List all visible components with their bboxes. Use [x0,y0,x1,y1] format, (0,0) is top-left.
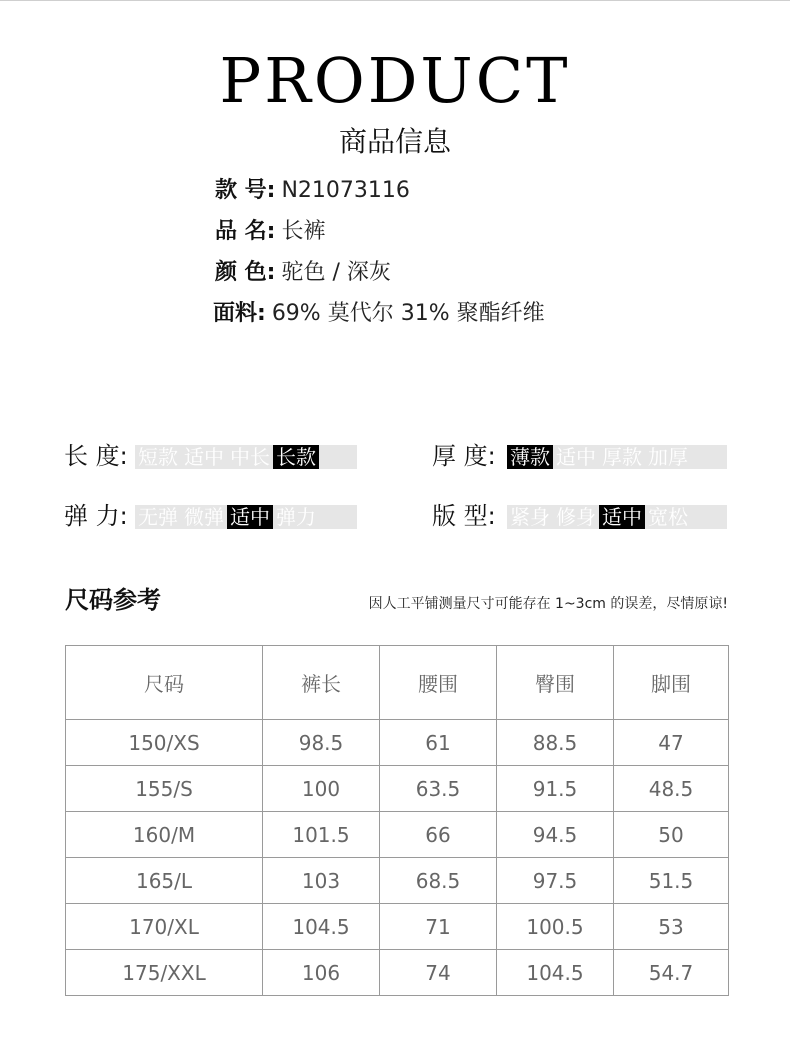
elasticity-option: 无弹 [138,505,178,529]
table-cell: 150/XS [66,720,263,766]
column-header: 腰围 [380,646,497,720]
table-cell: 91.5 [497,766,614,812]
attr-fit-scale [507,505,727,529]
info-label: 品 名: [215,219,276,244]
attr-fit [432,501,496,531]
length-option: 短款 [138,445,178,469]
info-value: 驼色 / 深灰 [281,260,391,285]
column-header: 裤长 [263,646,380,720]
table-cell: 104.5 [497,950,614,996]
table-row [66,720,729,766]
size-chart-note: 因人工平铺测量尺寸可能存在 1~3cm 的误差，尽情原谅! [368,596,728,612]
attr-label: 版 型: [432,502,496,530]
table-row [66,766,729,812]
table-cell: 100 [263,766,380,812]
attr-length-scale [135,445,357,469]
info-label: 颜 色: [215,260,276,285]
table-cell: 170/XL [66,904,263,950]
table-cell: 66 [380,812,497,858]
table-cell: 54.7 [614,950,729,996]
fit-option: 紧身 [510,505,550,529]
table-cell: 51.5 [614,858,729,904]
page-title: PRODUCT [219,44,571,117]
length-option: 中长 [230,445,270,469]
info-row-style-no [215,176,410,206]
info-label: 款 号: [215,178,276,203]
thickness-option: 适中 [556,445,596,469]
attr-elasticity [64,501,128,531]
length-option: 适中 [184,445,224,469]
table-cell: 160/M [66,812,263,858]
table-cell: 97.5 [497,858,614,904]
info-row-fabric [213,299,545,329]
table-cell: 47 [614,720,729,766]
info-value: N21073116 [281,178,410,203]
table-cell: 50 [614,812,729,858]
table-cell: 88.5 [497,720,614,766]
table-header-row [66,646,729,720]
attr-thickness [432,441,496,471]
length-option-selected: 长款 [273,445,319,469]
top-divider [0,0,790,1]
table-cell: 68.5 [380,858,497,904]
attr-label: 厚 度: [432,442,496,470]
attr-elasticity-scale [135,505,357,529]
table-cell: 155/S [66,766,263,812]
fit-option-selected: 适中 [599,505,645,529]
attr-length [64,441,128,471]
table-row [66,904,729,950]
page-subtitle: 商品信息 [338,125,451,158]
table-cell: 71 [380,904,497,950]
thickness-option-selected: 薄款 [507,445,553,469]
column-header: 尺码 [66,646,263,720]
table-cell: 48.5 [614,766,729,812]
elasticity-option: 微弹 [184,505,224,529]
fit-option: 修身 [556,505,596,529]
table-cell: 63.5 [380,766,497,812]
table-cell: 106 [263,950,380,996]
size-chart-title: 尺码参考 [65,586,161,614]
table-cell: 53 [614,904,729,950]
table-cell: 175/XXL [66,950,263,996]
table-row [66,950,729,996]
fit-option: 宽松 [648,505,688,529]
table-cell: 61 [380,720,497,766]
table-cell: 104.5 [263,904,380,950]
thickness-option: 加厚 [648,445,688,469]
table-cell: 74 [380,950,497,996]
elasticity-option-selected: 适中 [227,505,273,529]
info-label: 面料: [213,301,266,326]
info-value: 长裤 [281,219,326,244]
table-cell: 94.5 [497,812,614,858]
info-row-color [215,258,391,288]
attr-label: 长 度: [64,442,128,470]
table-cell: 98.5 [263,720,380,766]
thickness-option: 厚款 [602,445,642,469]
column-header: 臀围 [497,646,614,720]
table-cell: 103 [263,858,380,904]
table-cell: 101.5 [263,812,380,858]
attr-thickness-scale [507,445,727,469]
table-cell: 165/L [66,858,263,904]
attr-label: 弹 力: [64,502,128,530]
table-row [66,858,729,904]
table-row [66,812,729,858]
column-header: 脚围 [614,646,729,720]
elasticity-option: 弹力 [276,505,316,529]
info-row-product-name [215,217,325,247]
table-cell: 100.5 [497,904,614,950]
info-value: 69% 莫代尔 31% 聚酯纤维 [271,301,545,326]
size-table [65,645,729,996]
